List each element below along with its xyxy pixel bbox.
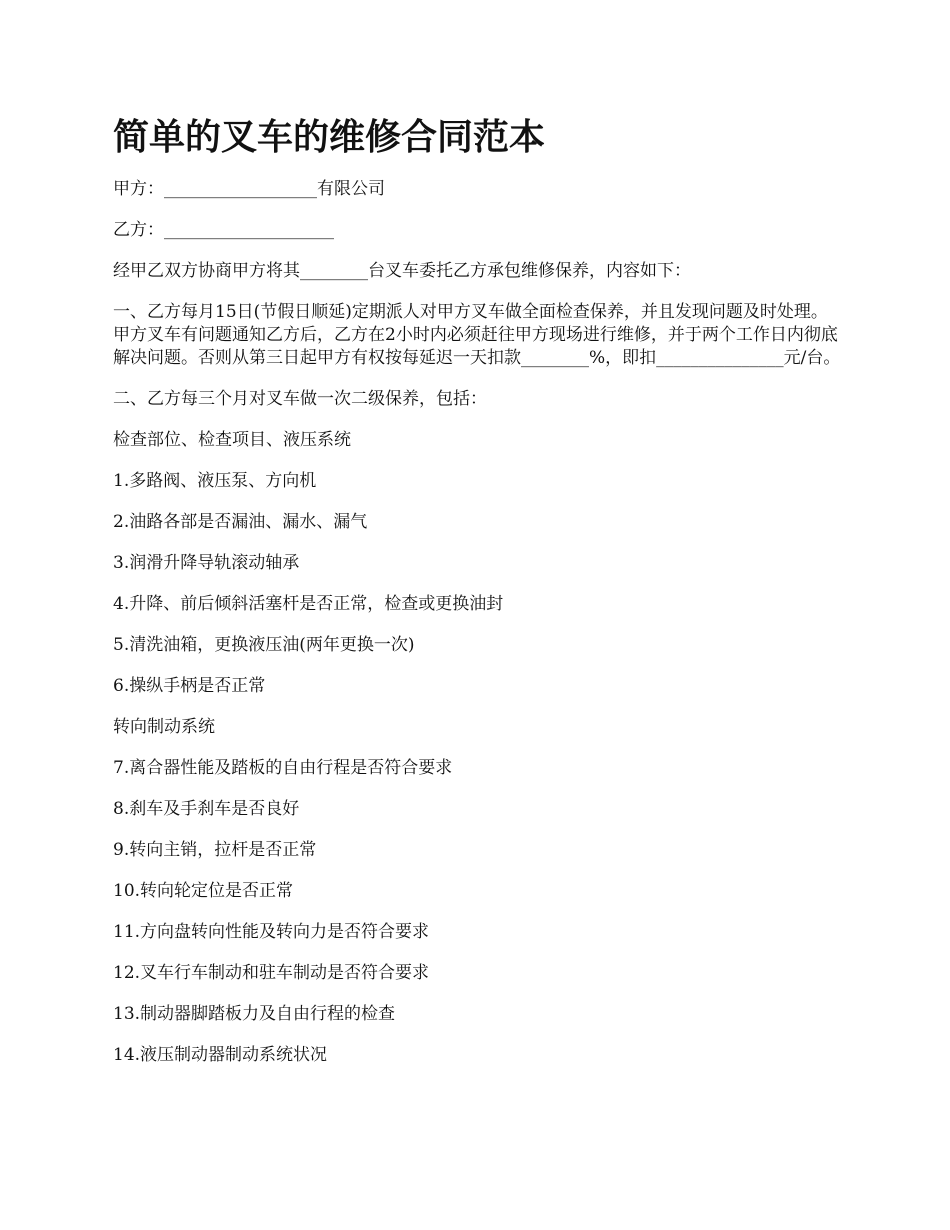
document-title: 简单的叉车的维修合同范本	[113, 116, 546, 158]
document-body	[113, 178, 843, 1085]
intro-paragraph: 经甲乙双方协商甲方将其________台叉车委托乙方承包维修保养，内容如下：	[113, 261, 691, 281]
clause-two-paragraph: 二、乙方每三个月对叉车做一次二级保养，包括：	[113, 389, 487, 409]
list-item: 14.液压制动器制动系统状况	[113, 1045, 328, 1065]
list-item: 12.叉车行车制动和驻车制动是否符合要求	[113, 963, 430, 983]
list-item: 9.转向主销，拉杆是否正常	[113, 840, 317, 860]
list-item: 3.润滑升降导轨滚动轴承	[113, 553, 300, 573]
section-heading-hydraulic: 检查部位、检查项目、液压系统	[113, 430, 351, 450]
party-b-line: 乙方：____________________	[113, 220, 334, 240]
list-item: 2.油路各部是否漏油、漏水、漏气	[113, 512, 368, 532]
section-heading-steering-brake: 转向制动系统	[113, 717, 215, 737]
party-a-line: 甲方：__________________有限公司	[113, 179, 385, 199]
list-item: 1.多路阀、液压泵、方向机	[113, 471, 317, 491]
list-item: 5.清洗油箱，更换液压油(两年更换一次)	[113, 635, 415, 655]
clause-one-paragraph: 一、乙方每月15日(节假日顺延)定期派人对甲方叉车做全面检查保养，并且发现问题及时处理。甲方叉车有问题通知乙方后，乙方在2小时内必须赶往甲方现场进行维修，并于两个工作日内彻底解决问题。否则从第三日起甲方有权按每延迟一天扣款________%，即扣_______________元/台。	[113, 302, 841, 368]
list-item: 7.离合器性能及踏板的自由行程是否符合要求	[113, 758, 453, 778]
list-item: 6.操纵手柄是否正常	[113, 676, 266, 696]
list-item: 4.升降、前后倾斜活塞杆是否正常，检查或更换油封	[113, 594, 504, 614]
list-item: 11.方向盘转向性能及转向力是否符合要求	[113, 922, 430, 942]
list-item: 10.转向轮定位是否正常	[113, 881, 294, 901]
list-item: 8.刹车及手刹车是否良好	[113, 799, 300, 819]
list-item: 13.制动器脚踏板力及自由行程的检查	[113, 1004, 396, 1024]
